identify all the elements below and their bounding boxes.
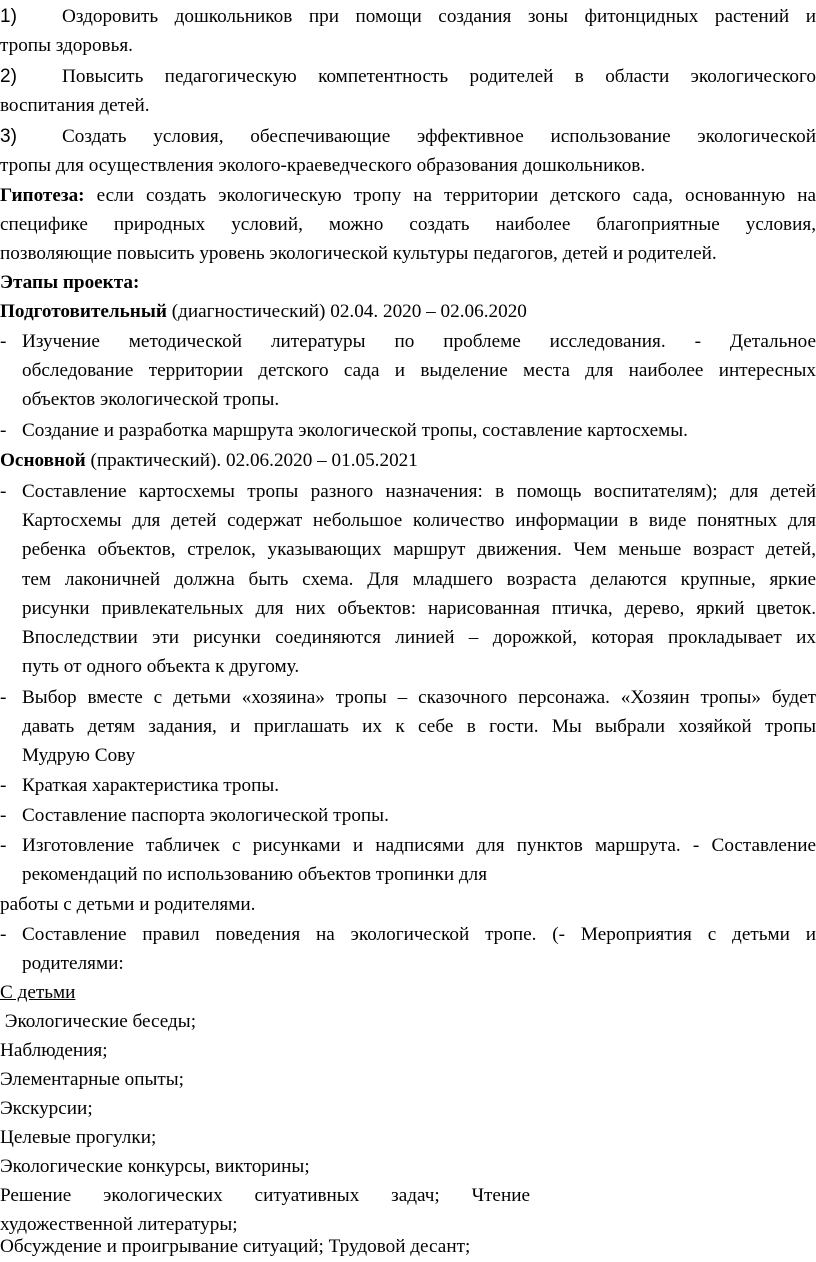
main-item-5-line-2: рекомендаций по использованию объектов тропинки для: [22, 864, 488, 885]
main-item-5-line-3: работы с детьми и родителями.: [0, 894, 256, 915]
goal-3-text: Создать условия, обеспечивающие эффективное использование экологической: [62, 126, 816, 147]
main-item-4-dash: -: [0, 805, 7, 826]
children-title-text: С детьми: [0, 982, 76, 1003]
main-item-4: [0, 801, 816, 831]
main-item-6-line-2: родителями:: [22, 953, 124, 974]
main-item-2-line-3: Мудрую Сову: [22, 745, 136, 766]
prep-stage-heading: [0, 297, 816, 327]
prep-item-1-text: Изучение методической литературы по проблеме исследования. - Детальное: [22, 331, 816, 352]
main-item-1-dash: -: [0, 481, 7, 502]
hypothesis-line-1: [0, 181, 816, 211]
goal-3-line-1: [0, 122, 816, 152]
children-item-5: Целевые прогулки;: [0, 1127, 157, 1148]
main-item-1-line-1: [0, 477, 816, 507]
main-stage-label: Основной: [0, 450, 86, 471]
prep-item-1-line-1: [0, 327, 816, 357]
goal-2-line-1: [0, 62, 816, 92]
main-item-1-text: Составление картосхемы тропы разного назначения: в помощь воспитателям); для детей: [22, 481, 816, 502]
main-item-1-line-5: рисунки привлекательных для них объектов: нарисованная птичка, дерево, яркий цветок.: [22, 598, 816, 619]
main-stage-dates: (практический). 02.06.2020 – 01.05.2021: [85, 450, 418, 471]
stages-title: [0, 268, 816, 298]
goal-1-number: 1): [0, 6, 17, 27]
main-item-6-line-1: [0, 920, 816, 950]
main-item-2-text: Выбор вместе с детьми «хозяина» тропы – сказочного персонажа. «Хозяин тропы» будет: [22, 687, 816, 708]
main-item-1-line-6: Впоследствии эти рисунки соединяются линией – дорожкой, которая прокладывает их: [22, 627, 816, 648]
main-item-2-line-1: [0, 683, 816, 713]
prep-item-1-dash: -: [0, 331, 7, 352]
hypothesis-label: Гипотеза:: [0, 185, 85, 206]
goal-2-line-2: воспитания детей.: [0, 95, 150, 116]
goal-1-text: Оздоровить дошкольников при помощи создания зоны фитонцидных растений и: [62, 6, 816, 27]
prep-item-2: [0, 416, 816, 446]
children-item-3: Элементарные опыты;: [0, 1069, 184, 1090]
main-item-1-line-2: Картосхемы для детей содержат небольшое количество информации в виде понятных для: [22, 510, 816, 531]
goal-2-text: Повысить педагогическую компетентность родителей в области экологического: [62, 66, 816, 87]
prep-item-2-dash: -: [0, 420, 7, 441]
children-item-1: Экологические беседы;: [0, 1011, 197, 1032]
goal-3-number: 3): [0, 126, 17, 147]
main-item-3-dash: -: [0, 775, 7, 796]
main-item-4-text: Составление паспорта экологической тропы.: [22, 805, 389, 826]
children-item-8: Обсуждение и проигрывание ситуаций; Трудовой десант;: [0, 1236, 471, 1257]
main-item-5-line-1: [0, 831, 816, 861]
children-item-6: Экологические конкурсы, викторины;: [0, 1156, 310, 1177]
children-title: [0, 978, 816, 1008]
hypothesis-text-1: если создать экологическую тропу на территории детского сада, основанную на: [84, 185, 816, 206]
hypothesis-line-2: специфике природных условий, можно создать наиболее благоприятные условия,: [0, 214, 816, 235]
children-item-7-line-1: Решение экологических ситуативных задач; Чтение: [0, 1185, 530, 1206]
main-item-1-line-4: тем лаконичней должна быть схема. Для младшего возраста делаются крупные, яркие: [22, 569, 816, 590]
main-stage-heading: [0, 446, 816, 476]
prep-stage-dates: (диагностический) 02.04. 2020 – 02.06.2020: [166, 301, 527, 322]
prep-stage-label: Подготовительный: [0, 301, 167, 322]
goal-2-number: 2): [0, 66, 17, 87]
main-item-5-text: Изготовление табличек с рисунками и надписями для пунктов маршрута. - Составление: [22, 835, 816, 856]
main-item-1-line-3: ребенка объектов, стрелок, указывающих маршрут движения. Чем меньше возраст детей,: [22, 539, 816, 560]
stages-title-text: Этапы проекта:: [0, 272, 140, 293]
main-item-6-text: Составление правил поведения на экологической тропе. (- Мероприятия с детьми и: [22, 924, 816, 945]
main-item-2-line-2: давать детям задания, и приглашать их к себе в гости. Мы выбрали хозяйкой тропы: [22, 716, 816, 737]
main-item-1-line-7: путь от одного объекта к другому.: [22, 656, 300, 677]
main-item-5-dash: -: [0, 835, 7, 856]
children-item-4: Экскурсии;: [0, 1098, 93, 1119]
main-item-3-text: Краткая характеристика тропы.: [22, 775, 280, 796]
main-item-2-dash: -: [0, 687, 7, 708]
prep-item-1-line-3: объектов экологической тропы.: [22, 389, 280, 410]
goal-1-line-1: [0, 2, 816, 32]
children-item-2: Наблюдения;: [0, 1040, 108, 1061]
children-item-7-line-2: художественной литературы;: [0, 1214, 238, 1235]
prep-item-2-text: Создание и разработка маршрута экологической тропы, составление картосхемы.: [22, 420, 688, 441]
main-item-3: [0, 771, 816, 801]
hypothesis-line-3: позволяющие повысить уровень экологической культуры педагогов, детей и родителей.: [0, 243, 717, 264]
goal-1-line-2: тропы здоровья.: [0, 35, 133, 56]
goal-3-line-2: тропы для осуществления эколого-краеведческого образования дошкольников.: [0, 155, 646, 176]
main-item-6-dash: -: [0, 924, 7, 945]
prep-item-1-line-2: обследование территории детского сада и выделение места для наиболее интересных: [22, 360, 816, 381]
